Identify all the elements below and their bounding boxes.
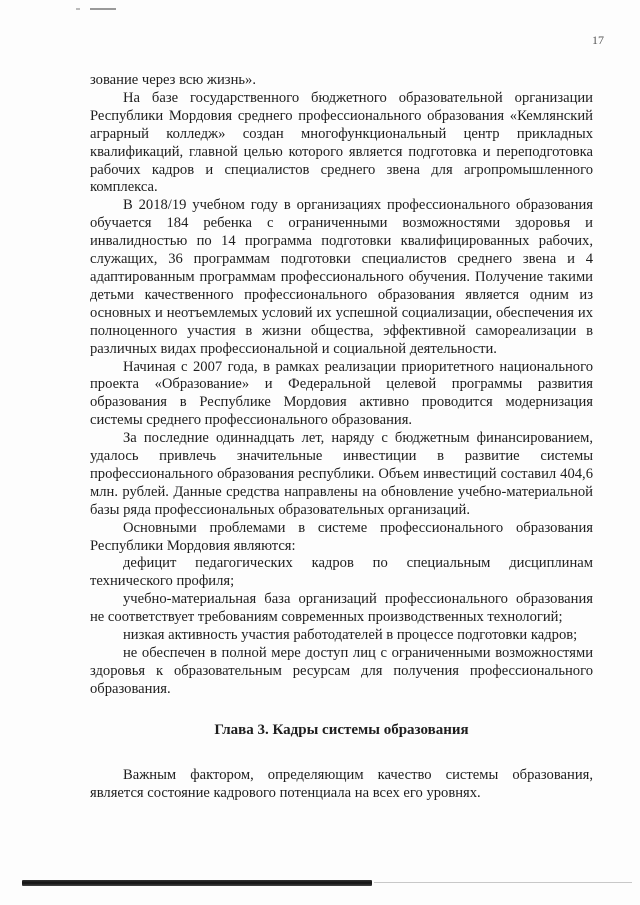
scan-artifact-bottom — [22, 880, 372, 886]
scan-artifact-top — [76, 8, 136, 10]
paragraph: За последние одиннадцать лет, наряду с бюджетным финансированием, удалось привлечь значительные инвестиции в развитие системы профессионального образования республики. Объем инвестиций составил 404,6 млн. рублей. Данные средства направлены на обновление учебно-материальной базы ряда профессиональных образовательных организаций. — [90, 430, 593, 518]
list-item: дефицит педагогических кадров по специальным дисциплинам технического профиля; — [90, 555, 593, 590]
list-item: учебно-материальная база организаций профессионального образования не соответствует требованиям современных производственных технологий; — [90, 591, 593, 626]
paragraph: Начиная с 2007 года, в рамках реализации приоритетного национального проекта «Образование» и Федеральной целевой программы развития образования в Республике Мордовия активно проводится модернизация системы среднего профессионального образования. — [90, 358, 593, 429]
chapter-heading: Глава 3. Кадры системы образования — [214, 721, 469, 738]
page-number: 17 — [592, 33, 604, 47]
paragraph: На базе государственного бюджетного образовательной организации Республики Мордовия среднего профессионального образования «Кемлянский аграрный колледж» создан многофункциональный центр прикладных квалификаций, главной целью которого является подготовка и переподготовка рабочих кадров и специалистов среднего звена для агропромышленного комплекса. — [90, 89, 593, 196]
paragraph: зование через всю жизнь». — [90, 72, 256, 88]
paragraph: В 2018/19 учебном году в организациях профессионального образования обучается 184 ребенка с ограниченными возможностями здоровья и инвалидностью по 14 программа подготовки квалифицированных рабочих, служащих, 36 программам подготовки специалистов среднего звена и 4 адаптированным программам профессионального обучения. Получение такими детьми качественного профессионального образования является одним из основных и неотъемлемых условий их успешной социализации, обеспечения их полноценного участия в жизни общества, эффективной самореализации в различных видах профессиональной и социальной деятельности. — [90, 197, 593, 357]
list-item: низкая активность участия работодателей в процессе подготовки кадров; — [123, 627, 578, 644]
paragraph: Важным фактором, определяющим качество системы образования, является состояние кадрового потенциала на всех его уровнях. — [90, 766, 593, 801]
paragraph: Основными проблемами в системе профессионального образования Республики Мордовия являются: — [90, 519, 593, 554]
document-body — [90, 72, 593, 802]
list-item: не обеспечен в полной мере доступ лиц с ограниченными возможностями здоровья к образовательным ресурсам для получения профессионального образования. — [90, 645, 593, 697]
